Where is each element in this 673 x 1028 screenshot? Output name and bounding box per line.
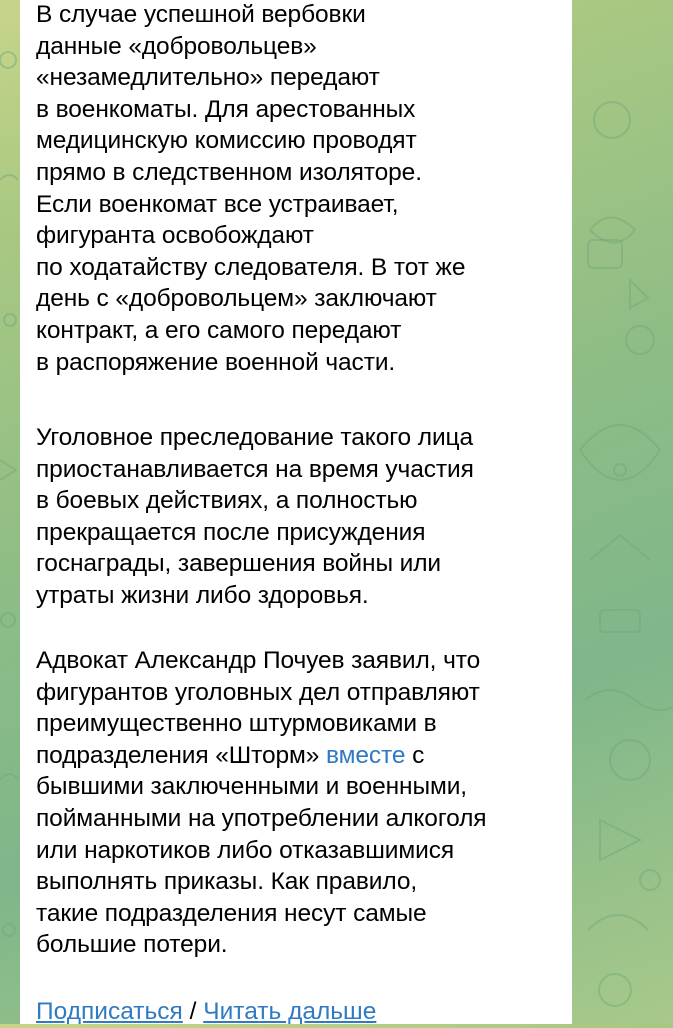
message-actions (36, 996, 376, 1028)
text-line-with-link (36, 740, 486, 772)
text-line: данные «добровольцев» (36, 32, 317, 60)
text-line: день с «добровольцем» заключают (36, 285, 437, 313)
message-bubble (20, 0, 572, 1024)
text-line: пойманными на употреблении алкоголя (36, 804, 487, 832)
subscribe-link[interactable]: Подписаться (36, 998, 183, 1025)
text-line: большие потери. (36, 931, 228, 959)
actions-separator: / (189, 998, 197, 1025)
text-line: Адвокат Александр Почуев заявил, что (36, 647, 481, 674)
text-line: медицинскую комиссию проводят (36, 127, 417, 155)
text-fragment: с (405, 741, 425, 769)
vmeste-link[interactable]: вместе (326, 741, 406, 769)
text-line: Если военкомат все устраивает, (36, 190, 399, 218)
text-line: приостанавливается на время участия (36, 455, 474, 483)
text-line: утраты жизни либо здоровья. (36, 581, 369, 609)
text-line: в распоряжение военной части. (36, 348, 396, 376)
text-line: Уголовное преследование такого лица (36, 424, 473, 451)
text-line: фигуранта освобождают (36, 222, 314, 250)
text-line: В случае успешной вербовки (36, 1, 366, 28)
text-line: в военкоматы. Для арестованных (36, 95, 416, 123)
text-line: преимущественно штурмовиками в (36, 710, 437, 738)
text-line: госнаграды, завершения войны или (36, 550, 442, 578)
message-paragraph-1 (36, 0, 465, 378)
text-line: прекращается после присуждения (36, 518, 426, 546)
message-paragraph-2 (36, 422, 474, 612)
text-line: прямо в следственном изоляторе. (36, 158, 422, 186)
text-line: по ходатайству следователя. В тот же (36, 253, 466, 281)
text-line: или наркотиков либо отказавшимися (36, 836, 455, 864)
text-fragment: подразделения «Шторм» (36, 741, 326, 769)
text-line: такие подразделения несут самые (36, 899, 427, 927)
text-line: в боевых действиях, а полностью (36, 487, 418, 515)
text-line: фигурантов уголовных дел отправляют (36, 678, 480, 706)
read-more-link[interactable]: Читать дальше (203, 998, 377, 1025)
message-paragraph-3 (36, 645, 486, 961)
text-line: контракт, а его самого передают (36, 316, 402, 344)
text-line: бывшими заключенными и военными, (36, 773, 468, 801)
text-line: «незамедлительно» передают (36, 64, 380, 92)
text-line: выполнять приказы. Как правило, (36, 868, 418, 896)
